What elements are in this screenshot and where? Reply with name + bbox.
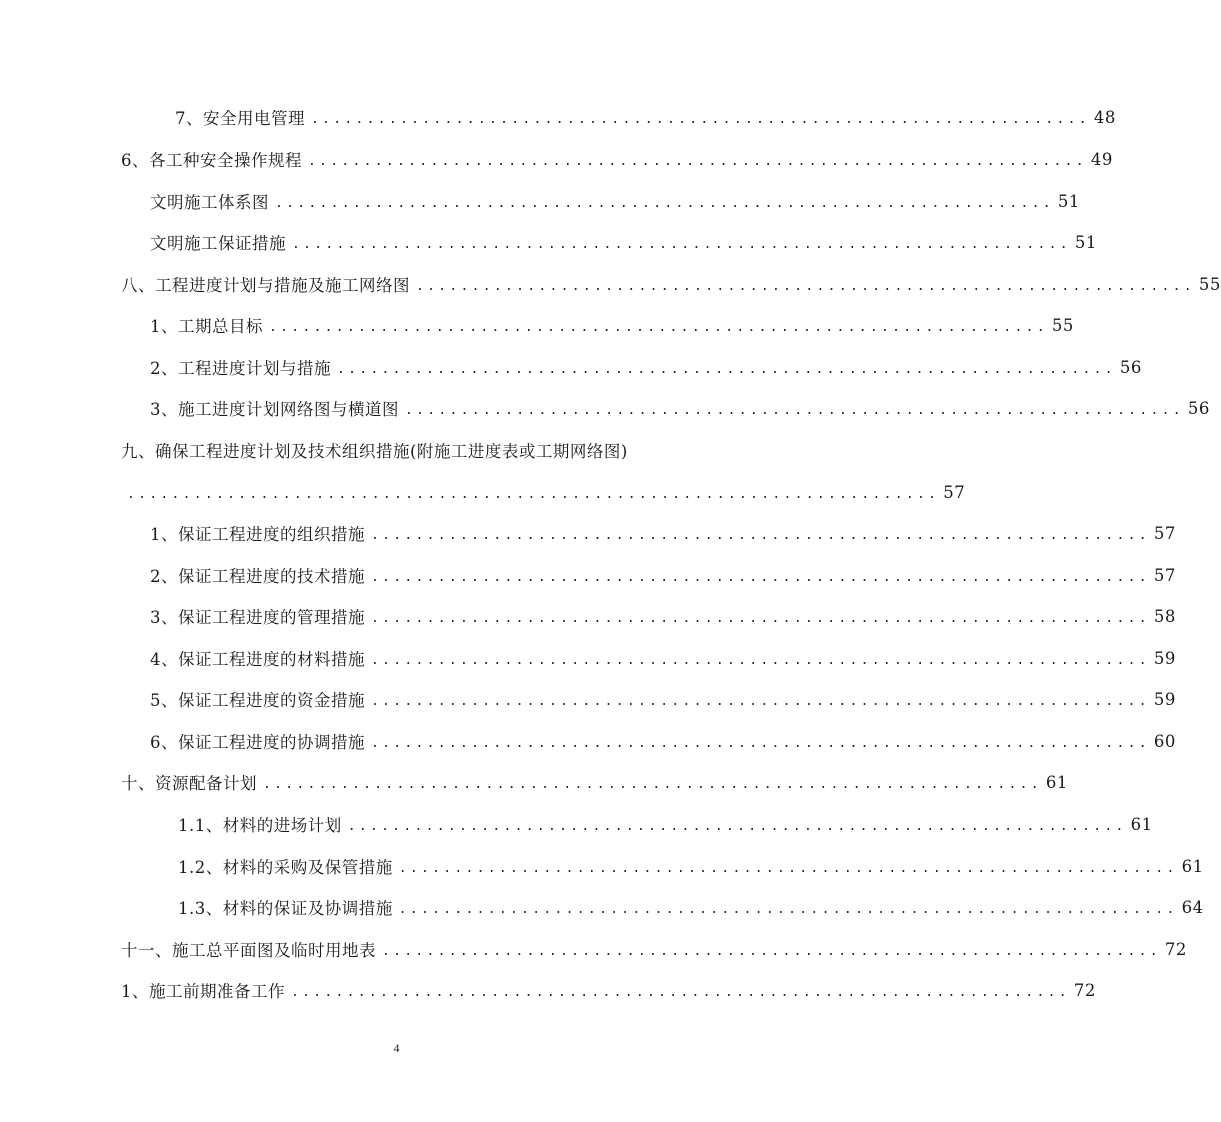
dot-leader: ...................................................................... [371,694,1150,709]
toc-entry[interactable] [175,102,1116,132]
dot-leader: ...................................................................... [371,736,1150,751]
toc-entry-label: 文明施工体系图 [150,193,269,212]
toc-entry[interactable] [150,726,1176,756]
toc-entry-label: 4、保证工程进度的材料措施 [150,650,365,669]
toc-entry[interactable] [150,393,1210,423]
toc-entry-page: 59 [1153,648,1176,668]
toc-entry[interactable] [121,934,1187,964]
toc-entry-page: 60 [1153,731,1176,751]
toc-entry[interactable] [150,601,1176,631]
toc-entry[interactable] [121,767,1068,797]
toc-entry-label: 1.2、材料的采购及保管措施 [178,858,393,877]
toc-entry-page: 59 [1153,689,1176,709]
toc-entry[interactable] [150,352,1142,382]
toc-entry[interactable] [178,851,1204,881]
dot-leader: ...................................................................... [263,777,1042,792]
toc-entry[interactable] [150,684,1176,714]
toc-entry-page: 57 [1153,565,1176,585]
dot-leader: ...................................................................... [416,279,1195,294]
toc-entry-label: 7、安全用电管理 [175,109,305,128]
toc-entry-page: 51 [1074,232,1097,252]
toc-entry-label: 2、保证工程进度的技术措施 [150,567,365,586]
toc-entry-label: 6、各工种安全操作规程 [121,151,302,170]
toc-entry-label: 十、资源配备计划 [121,774,257,793]
toc-entry-page: 49 [1090,149,1113,169]
dot-leader: ...................................................................... [269,320,1048,335]
toc-entry-label: 1、施工前期准备工作 [121,982,285,1001]
toc-entry[interactable] [121,269,1221,299]
toc-entry-label: 3、施工进度计划网络图与横道图 [150,400,399,419]
toc-entry-page: 55 [1198,274,1221,294]
toc-entry-label: 3、保证工程进度的管理措施 [150,608,365,627]
toc-entry-page: 56 [1187,398,1210,418]
toc-entry-label: 5、保证工程进度的资金措施 [150,691,365,710]
dot-leader: ...................................................................... [398,861,1178,876]
toc-heading[interactable] [121,435,672,465]
toc-entry[interactable] [121,975,1096,1005]
toc-entry[interactable] [150,310,1074,340]
dot-leader: ...................................................................... [347,819,1127,834]
dot-leader: ...................................................................... [371,653,1150,668]
toc-entry-label: 6、保证工程进度的协调措施 [150,733,365,752]
dot-leader: ...................................................................... [337,362,1116,377]
toc-entry-page: 55 [1051,315,1074,335]
toc-entry-page: 61 [1181,856,1204,876]
toc-entry-page: 61 [1130,814,1153,834]
dot-leader: ...................................................................... [371,528,1150,543]
dot-leader: ...................................................................... [382,944,1161,959]
toc-entry-label: 1.3、材料的保证及协调措施 [178,899,393,918]
dot-leader: ......................................................................... [127,487,940,502]
toc-entry-page: 56 [1119,357,1142,377]
toc-entry[interactable] [121,144,1113,174]
dot-leader: ...................................................................... [291,985,1070,1000]
toc-entry-page: 61 [1045,772,1068,792]
toc-entry-page: 64 [1181,897,1204,917]
toc-entry-label: 八、工程进度计划与措施及施工网络图 [121,276,410,295]
dot-leader: ...................................................................... [275,196,1054,211]
dot-leader: ...................................................................... [398,902,1178,917]
toc-entry[interactable] [150,643,1176,673]
toc-entry-page: 72 [1164,939,1187,959]
toc-entry-label: 1.1、材料的进场计划 [178,816,342,835]
toc-entry-page: 57 [943,482,966,502]
dot-leader: ...................................................................... [292,237,1071,252]
dot-leader: ...................................................................... [405,403,1184,418]
dot-leader: ...................................................................... [308,154,1087,169]
toc-entry-page: 72 [1073,980,1096,1000]
toc-entry[interactable] [178,892,1204,922]
toc-entry-page: 58 [1153,606,1176,626]
toc-entry-label: 文明施工保证措施 [150,234,286,253]
page-number: 4 [393,1041,400,1055]
toc-entry-label: 1、工期总目标 [150,317,263,336]
toc-entry[interactable] [150,560,1176,590]
dot-leader: ...................................................................... [311,112,1090,127]
toc-entry[interactable] [121,477,966,507]
dot-leader: ...................................................................... [371,611,1150,626]
toc-entry[interactable] [150,518,1176,548]
toc-entry-label: 1、保证工程进度的组织措施 [150,525,365,544]
toc-entry-label: 十一、施工总平面图及临时用地表 [121,941,376,960]
toc-entry-page: 51 [1057,191,1080,211]
toc-entry-label: 2、工程进度计划与措施 [150,359,331,378]
toc-entry-page: 57 [1153,523,1176,543]
toc-entry-page: 48 [1093,107,1116,127]
toc-heading-label: 九、确保工程进度计划及技术组织措施(附施工进度表或工期网络图) [121,442,628,461]
toc-entry[interactable] [178,809,1153,839]
dot-leader: ...................................................................... [371,570,1150,585]
toc-entry[interactable] [150,186,1080,216]
toc-entry[interactable] [150,227,1097,257]
